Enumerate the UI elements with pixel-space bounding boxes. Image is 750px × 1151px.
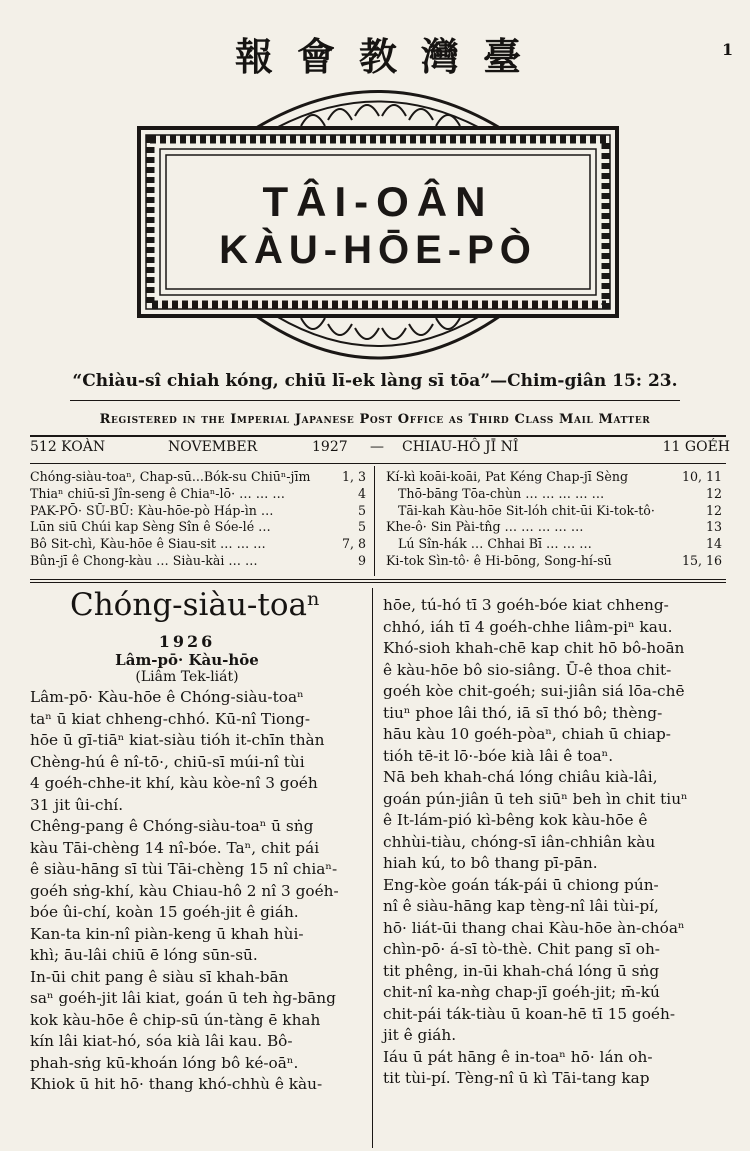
toc-entry-title: Kí-kì koāi-koāi, Pat Kéng Chap-jī Sèng [386, 469, 629, 484]
text-line: hāu kàu 10 goéh-pòaⁿ, chiah ū chiap- [383, 725, 671, 743]
toc-entry[interactable] [30, 469, 366, 486]
text-line: tiuⁿ phoe lâi thó, iā sī thó bô; thèng- [383, 703, 663, 722]
text-line: Kan-ta kin-nî piàn-keng ū khah hùi- [30, 924, 304, 943]
text-line: jit ê giáh. [383, 1026, 457, 1044]
toc-entry-title: Khe-ô· Sin Pài-tn̂g … … … … … [386, 519, 584, 535]
page-number: 1 [722, 40, 734, 59]
issue-dash: — [370, 439, 384, 455]
divider [30, 435, 726, 437]
toc-entry[interactable] [386, 553, 722, 570]
text-line: khì; āu-lâi chiū ē lóng sūn-sū. [30, 946, 258, 964]
masthead-title-line2: KÀU-HŌE-PÒ [219, 228, 537, 272]
text-line: bóe ûi-chí, koàn 15 goéh-jit ê giáh. [30, 903, 299, 921]
divider [30, 582, 726, 583]
divider [70, 400, 680, 401]
toc-entry-title: PAK-PŌ· SŪ-BŪ: Kàu-hōe-pò Háp-ìn … [30, 502, 274, 518]
text-line: chit-pái ták-tiàu ū koan-hē tī 15 goéh- [383, 1004, 676, 1023]
text-line: ê It-lám-pió kì-bêng kok kàu-hōe ê [383, 811, 648, 829]
text-line: ê kàu-hōe bô sio-siâng. Ū-ê thoa chit- [383, 660, 672, 679]
toc-entry-page: 12 [705, 485, 722, 501]
text-line: Khiok ū hit hō· thang khó-chhù ê kàu- [30, 1075, 323, 1093]
toc-entry-page: 15, 16 [681, 552, 722, 568]
article-year: 1926 [158, 632, 216, 651]
text-line: In-ūi chit pang ê siàu sī khah-bān [30, 967, 289, 986]
chinese-newspaper-title: 報會教灣臺 [234, 34, 545, 79]
toc-entry[interactable] [30, 519, 366, 536]
toc-entry-page: 5 [357, 519, 366, 535]
divider [30, 463, 726, 464]
table-of-contents-right [386, 469, 722, 570]
toc-entry[interactable] [386, 519, 722, 536]
toc-entry[interactable] [30, 503, 366, 520]
text-line: hiah kú, to bô thang pī-pān. [383, 854, 598, 872]
toc-entry-page: 10, 11 [681, 469, 722, 484]
article-title: Chóng-siàu-toaⁿ [70, 587, 321, 623]
toc-entry-title: Thiaⁿ chiū-sī Jîn-seng ê Chiaⁿ-lō· … … … [30, 485, 285, 501]
text-line: kàu Tāi-chèng 14 nî-bóe. Taⁿ, chit pái [30, 838, 320, 857]
text-line: saⁿ goéh-jit lâi kiat, goán ū teh ǹg-bāng [30, 989, 336, 1007]
text-line: tióh tē-it lō·-bóe kià lâi ê toaⁿ. [383, 746, 614, 765]
toc-entry-title: Thō-bāng Tōa-chùn … … … … … [398, 485, 605, 501]
text-line: Chêng-pang ê Chóng-siàu-toaⁿ ū sṅg [30, 817, 314, 835]
text-line: chit-nî ka-nǹg chap-jī goéh-jit; m̄-kú [383, 983, 660, 1001]
article-byline: Lâm-pō· Kàu-hōe [115, 651, 259, 669]
issue-month: NOVEMBER [168, 439, 258, 455]
article-column-left [30, 687, 360, 1096]
divider [30, 579, 726, 580]
text-line: goán pún-jiân ū teh siūⁿ beh ìn chit tiuⁿ [383, 789, 688, 808]
text-line: Nā beh khah-chá lóng chiâu kià-lâi, [383, 768, 658, 786]
toc-entry-page: 1, 3 [341, 469, 366, 484]
toc-entry-title: Chóng-siàu-toaⁿ, Chap-sū...Bók-su Chiūⁿ-jīm [30, 469, 311, 484]
toc-entry[interactable] [30, 553, 366, 570]
text-line: hōe ū gī-tiāⁿ kiat-siàu tióh it-chīn thàn [30, 731, 325, 749]
toc-entry-page: 13 [705, 519, 722, 535]
text-line: chhó, iáh tī 4 goéh-chhe liâm-piⁿ kau. [383, 617, 673, 636]
text-line: taⁿ ū kiat chheng-chhó. Kū-nî Tiong- [30, 709, 310, 728]
toc-column-divider [374, 466, 375, 576]
toc-entry[interactable] [386, 486, 722, 503]
toc-entry-title: Lú Sîn-hák … Chhai Bī … … … [398, 536, 592, 552]
article-column-right [383, 595, 725, 1090]
toc-entry-title: Ki-tok Sìn-tô· ê Hi-bōng, Song-hí-sū [386, 552, 612, 568]
article-author: (Liâm Tek-liát) [135, 669, 239, 685]
text-line: kín lâi kiat-hó, sóa kià lâi kau. Bô- [30, 1032, 293, 1050]
text-line: tit tùi-pí. Tèng-nî ū kì Tāi-tang kap [383, 1069, 650, 1087]
issue-month-number: 11 GOÉH [662, 439, 730, 455]
text-line: Lâm-pō· Kàu-hōe ê Chóng-siàu-toaⁿ [30, 688, 304, 706]
toc-entry[interactable] [30, 536, 366, 553]
toc-entry-page: 7, 8 [341, 536, 366, 552]
masthead-title-line1: TÂI-OÂN [262, 178, 494, 225]
issue-era-date: CHIAU-HÔ JĪ NÎ [402, 439, 519, 455]
text-line: hōe, tú-hó tī 3 goéh-bóe kiat chheng- [383, 596, 669, 614]
text-line: goéh kòe chit-goéh; sui-jiân siá lōa-chē [383, 682, 685, 700]
toc-entry-title: Bô Sit-chì, Kàu-hōe ê Siau-sit … … … [30, 536, 266, 552]
toc-entry-page: 9 [357, 552, 366, 568]
toc-entry-page: 4 [357, 485, 366, 501]
text-line: nî ê siàu-hāng kap tèng-nî lâi tùi-pí, [383, 897, 659, 915]
motto-quote: “Chiàu-sî chiah kóng, chiū lī-ek làng sī tōa”—Chim-giân 15: 23. [72, 371, 678, 391]
issue-number: 512 KOÀN [30, 439, 106, 455]
issue-info-row [30, 439, 730, 461]
text-line: Khó-sioh khah-chē kap chit hō bô-hoān [383, 639, 685, 657]
text-line: phah-sṅg kū-khoán lóng bô ké-oāⁿ. [30, 1053, 299, 1072]
text-line: ê siàu-hāng sī tùi Tāi-chèng 15 nî chiaⁿ- [30, 860, 338, 878]
toc-entry-page: 12 [705, 502, 722, 518]
text-line: 31 jit ûi-chí. [30, 795, 124, 814]
text-line: hō· liát-ūi thang chai Kàu-hōe àn-chóaⁿ [383, 918, 685, 937]
toc-entry[interactable] [386, 469, 722, 486]
toc-entry[interactable] [30, 486, 366, 503]
text-line: Eng-kòe goán ták-pái ū chiong pún- [383, 875, 659, 894]
text-line: Iáu ū pát hāng ê in-toaⁿ hō· lán oh- [383, 1047, 653, 1066]
toc-entry-page: 14 [705, 536, 722, 552]
text-line: Chèng-hú ê nî-tō·, chiū-sī múi-nî tùi [30, 752, 305, 771]
text-line: chhùi-tiàu, chóng-sī iân-chhiân kàu [383, 832, 656, 851]
toc-entry-page: 5 [357, 502, 366, 518]
text-line: chìn-pō· á-sī tò-thè. Chit pang sī oh- [383, 940, 660, 958]
toc-entry[interactable] [386, 503, 722, 520]
issue-year: 1927 [312, 439, 348, 455]
masthead [136, 80, 620, 380]
text-line: kok kàu-hōe ê chip-sū ún-tàng ē khah [30, 1010, 321, 1029]
table-of-contents-left [30, 469, 366, 570]
toc-entry-title: Tāi-kah Kàu-hōe Sit-lóh chit-ūi Ki-tok-tô· [398, 502, 655, 518]
postal-registration-notice: Registered in the Imperial Japanese Post Office as Third Class Mail Matter [99, 412, 651, 427]
text-line: tit phêng, in-ūi khah-chá lóng ū sṅg [383, 961, 660, 980]
column-divider [372, 588, 373, 1148]
toc-entry[interactable] [386, 536, 722, 553]
text-line: goéh sṅg-khí, kàu Chiau-hô 2 nî 3 goéh- [30, 881, 339, 900]
text-line: 4 goéh-chhe-it khí, kàu kòe-nî 3 goéh [30, 774, 318, 792]
toc-entry-title: Lūn siū Chúi kap Sèng Sîn ê Sóe-lé … [30, 519, 271, 535]
toc-entry-title: Bûn-jī ê Chong-kàu … Siàu-kài … … [30, 552, 258, 568]
